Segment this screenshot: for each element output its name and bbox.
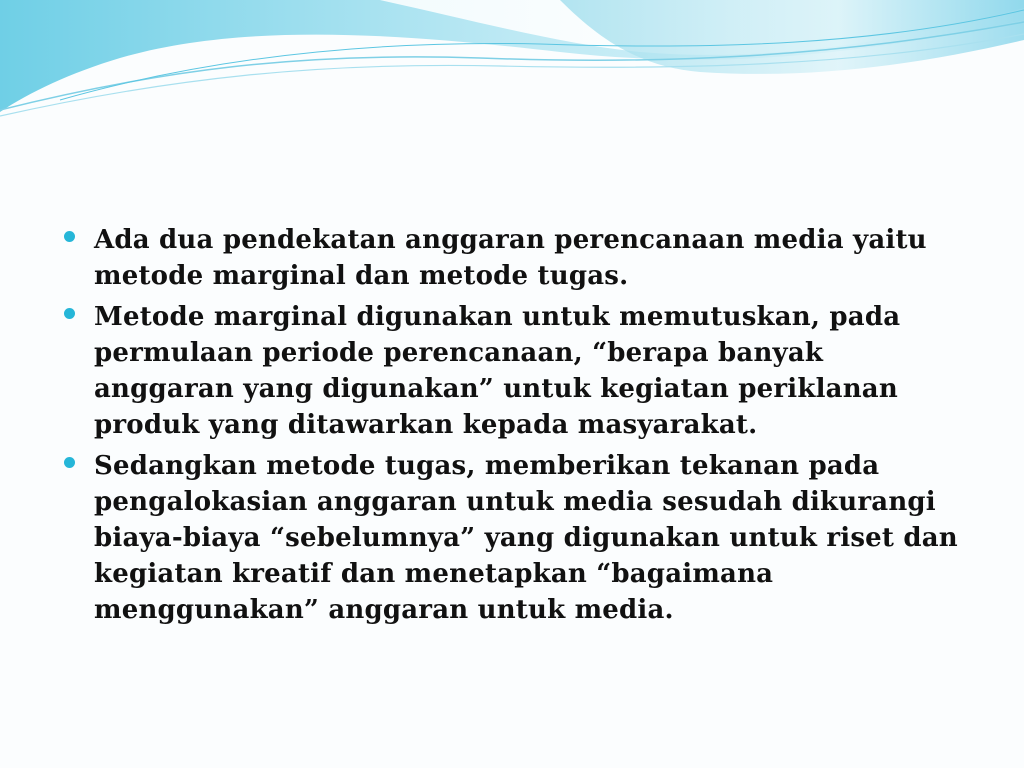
bullet-text: Metode marginal digunakan untuk memutuskan, pada permulaan periode perencanaan, “berapa banyak anggaran yang digunakan” untuk kegiatan periklanan produk yang ditawarkan kepada masyarakat. [94,302,901,440]
bullet-text: Ada dua pendekatan anggaran perencanaan media yaitu metode marginal dan metode tugas. [94,225,927,291]
bullet-item [64,448,964,628]
bullet-dot-icon [64,308,75,319]
bullet-list [64,222,964,633]
bullet-item [64,222,964,294]
decorative-wave-header [0,0,1024,130]
bullet-dot-icon [64,231,75,242]
bullet-item [64,299,964,443]
bullet-dot-icon [64,457,75,468]
bullet-text: Sedangkan metode tugas, memberikan tekanan pada pengalokasian anggaran untuk media sesudah dikurangi biaya-biaya “sebelumnya” yang digunakan untuk riset dan kegiatan kreatif dan menetapkan “bagaimana menggunakan” anggaran untuk media. [94,451,958,625]
wave-band-front [560,0,1024,74]
